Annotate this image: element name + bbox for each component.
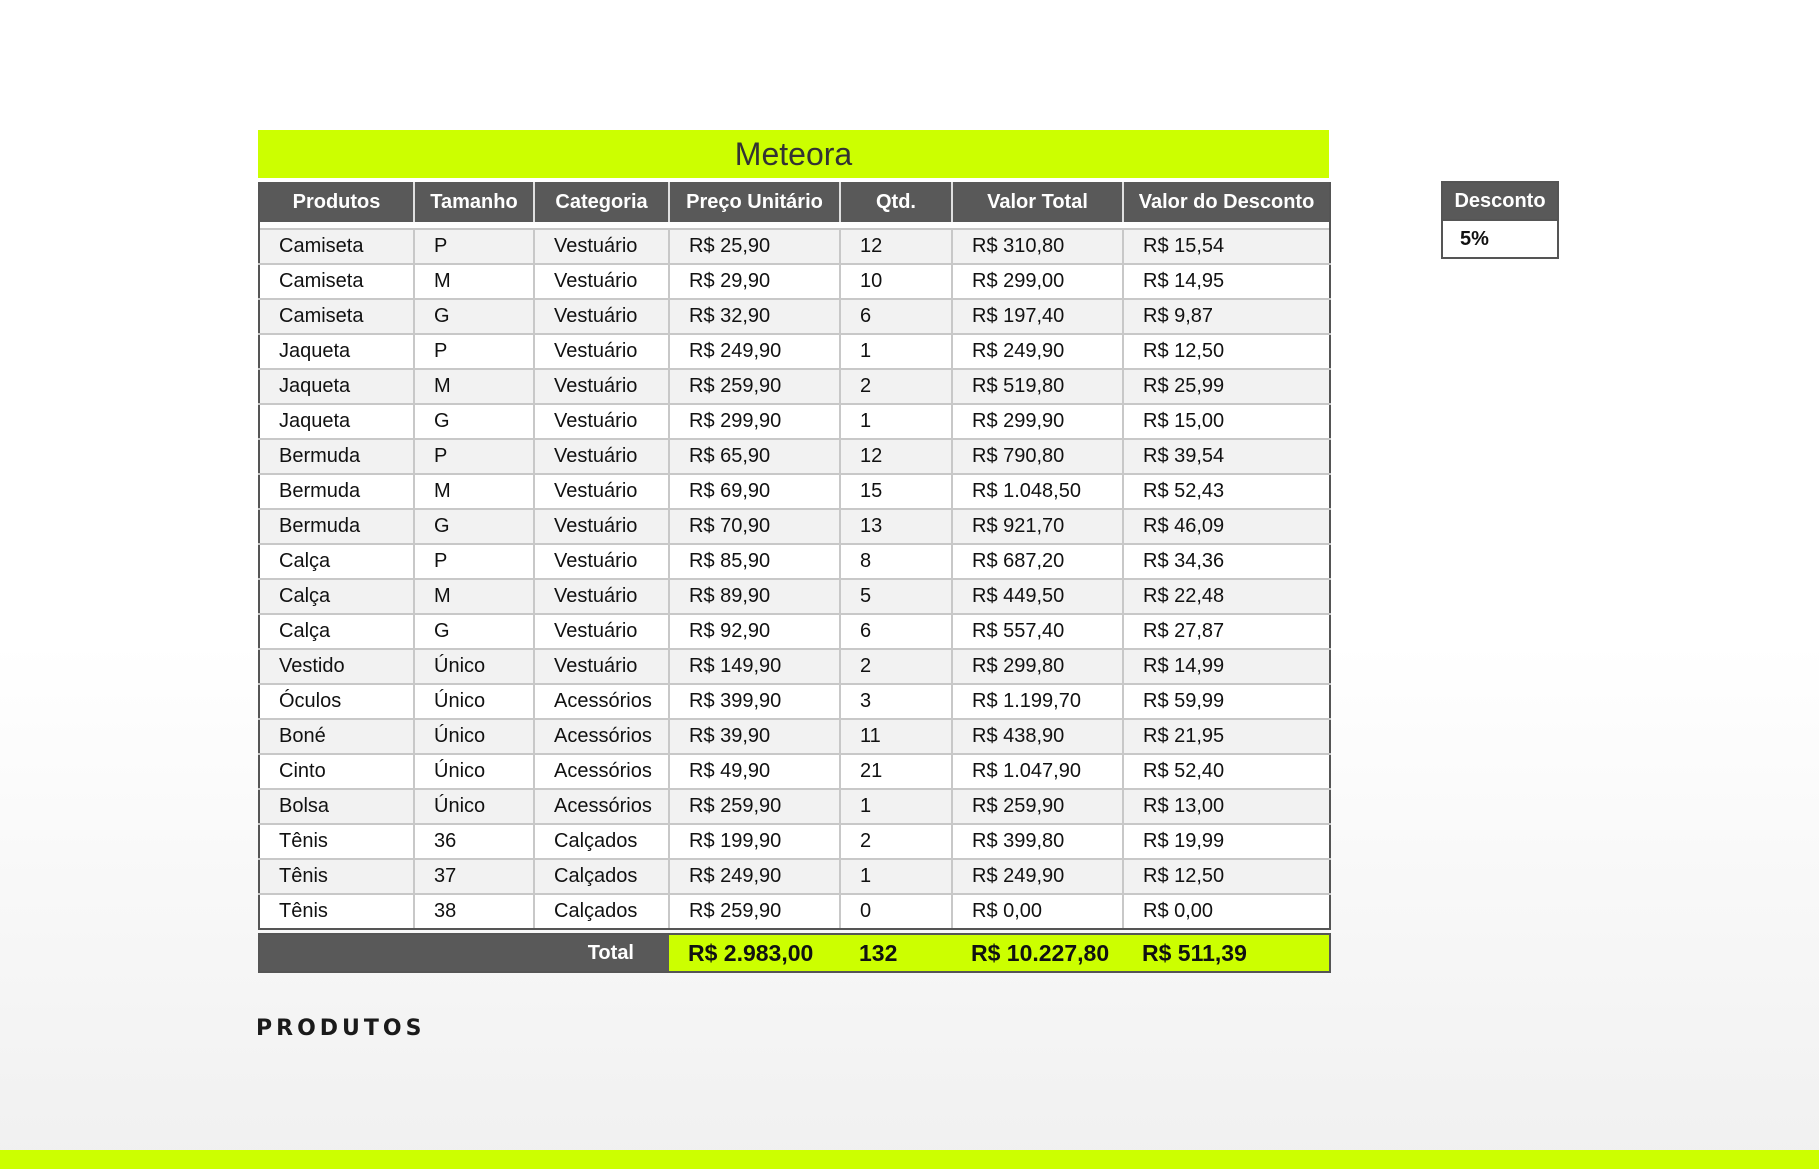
table-row [259, 404, 1330, 439]
cell-valor-desconto[interactable]: R$ 52,40 [1123, 754, 1330, 789]
cell-produto[interactable]: Calça [259, 544, 414, 579]
cell-categoria[interactable]: Vestuário [534, 544, 669, 579]
cell-valor-desconto[interactable]: R$ 14,99 [1123, 649, 1330, 684]
cell-qtd[interactable]: 5 [840, 579, 952, 614]
cell-tamanho[interactable]: M [414, 579, 534, 614]
cell-categoria[interactable]: Vestuário [534, 579, 669, 614]
discount-box [1441, 181, 1559, 259]
spacer-cell [259, 222, 1330, 229]
cell-preco-unitario[interactable]: R$ 299,90 [669, 404, 840, 439]
cell-preco-unitario[interactable]: R$ 259,90 [669, 894, 840, 929]
cell-qtd[interactable]: 12 [840, 229, 952, 264]
cell-preco-unitario[interactable]: R$ 70,90 [669, 509, 840, 544]
cell-categoria[interactable]: Calçados [534, 859, 669, 894]
cell-valor-desconto[interactable]: R$ 19,99 [1123, 824, 1330, 859]
cell-tamanho[interactable]: Único [414, 684, 534, 719]
table-row [259, 579, 1330, 614]
cell-valor-desconto[interactable]: R$ 9,87 [1123, 299, 1330, 334]
cell-categoria[interactable]: Vestuário [534, 439, 669, 474]
cell-categoria[interactable]: Acessórios [534, 719, 669, 754]
cell-categoria[interactable]: Vestuário [534, 614, 669, 649]
table-row [259, 334, 1330, 369]
table-row [259, 299, 1330, 334]
cell-preco-unitario[interactable]: R$ 32,90 [669, 299, 840, 334]
cell-qtd[interactable]: 15 [840, 474, 952, 509]
cell-valor-total[interactable]: R$ 399,80 [952, 824, 1123, 859]
table-row [259, 369, 1330, 404]
cell-tamanho[interactable]: Único [414, 719, 534, 754]
table-row [259, 229, 1330, 264]
total-qty[interactable]: 132 [840, 934, 952, 972]
table-row [259, 439, 1330, 474]
cell-preco-unitario[interactable]: R$ 259,90 [669, 789, 840, 824]
cell-valor-desconto[interactable]: R$ 46,09 [1123, 509, 1330, 544]
cell-valor-desconto[interactable]: R$ 14,95 [1123, 264, 1330, 299]
cell-qtd[interactable]: 1 [840, 404, 952, 439]
cell-categoria[interactable]: Vestuário [534, 334, 669, 369]
cell-produto[interactable]: Camiseta [259, 299, 414, 334]
spreadsheet [258, 130, 1329, 973]
cell-produto[interactable]: Tênis [259, 859, 414, 894]
cell-produto[interactable]: Jaqueta [259, 369, 414, 404]
cell-qtd[interactable]: 1 [840, 789, 952, 824]
cell-preco-unitario[interactable]: R$ 399,90 [669, 684, 840, 719]
cell-valor-total[interactable]: R$ 449,50 [952, 579, 1123, 614]
totals-row [258, 933, 1331, 973]
cell-valor-total[interactable]: R$ 310,80 [952, 229, 1123, 264]
cell-tamanho[interactable]: P [414, 229, 534, 264]
cell-valor-total[interactable]: R$ 687,20 [952, 544, 1123, 579]
cell-valor-desconto[interactable]: R$ 25,99 [1123, 369, 1330, 404]
cell-produto[interactable]: Bermuda [259, 474, 414, 509]
cell-tamanho[interactable]: P [414, 439, 534, 474]
header-valor-total[interactable]: Valor Total [952, 182, 1123, 222]
cell-categoria[interactable]: Vestuário [534, 474, 669, 509]
cell-valor-desconto[interactable]: R$ 21,95 [1123, 719, 1330, 754]
cell-preco-unitario[interactable]: R$ 49,90 [669, 754, 840, 789]
header-produtos[interactable]: Produtos [259, 182, 414, 222]
accent-footer-bar [0, 1150, 1819, 1169]
cell-preco-unitario[interactable]: R$ 69,90 [669, 474, 840, 509]
cell-tamanho[interactable]: Único [414, 789, 534, 824]
cell-categoria[interactable]: Acessórios [534, 684, 669, 719]
cell-qtd[interactable]: 8 [840, 544, 952, 579]
header-qtd[interactable]: Qtd. [840, 182, 952, 222]
cell-valor-desconto[interactable]: R$ 39,54 [1123, 439, 1330, 474]
cell-produto[interactable]: Tênis [259, 824, 414, 859]
cell-tamanho[interactable]: M [414, 264, 534, 299]
cell-valor-total[interactable]: R$ 249,90 [952, 334, 1123, 369]
cell-produto[interactable]: Jaqueta [259, 334, 414, 369]
total-unit-price[interactable]: R$ 2.983,00 [669, 934, 840, 972]
cell-categoria[interactable]: Vestuário [534, 509, 669, 544]
cell-categoria[interactable]: Vestuário [534, 404, 669, 439]
cell-preco-unitario[interactable]: R$ 85,90 [669, 544, 840, 579]
cell-categoria[interactable]: Vestuário [534, 299, 669, 334]
cell-categoria[interactable]: Vestuário [534, 649, 669, 684]
cell-tamanho[interactable]: 37 [414, 859, 534, 894]
cell-valor-total[interactable]: R$ 0,00 [952, 894, 1123, 929]
cell-preco-unitario[interactable]: R$ 39,90 [669, 719, 840, 754]
cell-produto[interactable]: Tênis [259, 894, 414, 929]
cell-qtd[interactable]: 13 [840, 509, 952, 544]
cell-valor-desconto[interactable]: R$ 0,00 [1123, 894, 1330, 929]
table-row [259, 789, 1330, 824]
cell-qtd[interactable]: 1 [840, 859, 952, 894]
cell-categoria[interactable]: Calçados [534, 894, 669, 929]
cell-valor-desconto[interactable]: R$ 59,99 [1123, 684, 1330, 719]
cell-qtd[interactable]: 12 [840, 439, 952, 474]
cell-categoria[interactable]: Vestuário [534, 229, 669, 264]
header-valor-desconto[interactable]: Valor do Desconto [1123, 182, 1330, 222]
cell-valor-total[interactable]: R$ 1.199,70 [952, 684, 1123, 719]
cell-valor-desconto[interactable]: R$ 13,00 [1123, 789, 1330, 824]
cell-tamanho[interactable]: Único [414, 649, 534, 684]
cell-categoria[interactable]: Acessórios [534, 754, 669, 789]
cell-valor-total[interactable]: R$ 921,70 [952, 509, 1123, 544]
cell-valor-total[interactable]: R$ 557,40 [952, 614, 1123, 649]
table-row [259, 614, 1330, 649]
sheet-title: Meteora [258, 130, 1329, 178]
cell-valor-total[interactable]: R$ 197,40 [952, 299, 1123, 334]
cell-preco-unitario[interactable]: R$ 259,90 [669, 369, 840, 404]
section-label: PRODUTOS [256, 1016, 426, 1041]
cell-categoria[interactable]: Vestuário [534, 369, 669, 404]
cell-tamanho[interactable]: G [414, 614, 534, 649]
products-table [258, 182, 1331, 930]
header-row [259, 182, 1330, 222]
table-row [259, 859, 1330, 894]
cell-valor-total[interactable]: R$ 299,00 [952, 264, 1123, 299]
cell-valor-total[interactable]: R$ 299,90 [952, 404, 1123, 439]
cell-produto[interactable]: Boné [259, 719, 414, 754]
cell-preco-unitario[interactable]: R$ 65,90 [669, 439, 840, 474]
cell-qtd[interactable]: 3 [840, 684, 952, 719]
cell-produto[interactable]: Bolsa [259, 789, 414, 824]
cell-preco-unitario[interactable]: R$ 149,90 [669, 649, 840, 684]
cell-categoria[interactable]: Acessórios [534, 789, 669, 824]
discount-header: Desconto [1441, 181, 1559, 221]
cell-tamanho[interactable]: G [414, 509, 534, 544]
cell-tamanho[interactable]: M [414, 369, 534, 404]
cell-qtd[interactable]: 1 [840, 334, 952, 369]
cell-qtd[interactable]: 2 [840, 824, 952, 859]
cell-produto[interactable]: Calça [259, 579, 414, 614]
cell-qtd[interactable]: 6 [840, 614, 952, 649]
cell-produto[interactable]: Camiseta [259, 229, 414, 264]
cell-valor-total[interactable]: R$ 259,90 [952, 789, 1123, 824]
discount-input[interactable]: 5% [1441, 221, 1559, 259]
cell-tamanho[interactable]: G [414, 404, 534, 439]
cell-produto[interactable]: Calça [259, 614, 414, 649]
cell-categoria[interactable]: Vestuário [534, 264, 669, 299]
table-row [259, 684, 1330, 719]
cell-tamanho[interactable]: G [414, 299, 534, 334]
table-row [259, 824, 1330, 859]
cell-valor-total[interactable]: R$ 249,90 [952, 859, 1123, 894]
cell-preco-unitario[interactable]: R$ 29,90 [669, 264, 840, 299]
cell-valor-desconto[interactable]: R$ 27,87 [1123, 614, 1330, 649]
table-row [259, 264, 1330, 299]
cell-valor-total[interactable]: R$ 1.047,90 [952, 754, 1123, 789]
table-row [259, 544, 1330, 579]
cell-preco-unitario[interactable]: R$ 92,90 [669, 614, 840, 649]
spacer-row [259, 222, 1330, 229]
cell-preco-unitario[interactable]: R$ 249,90 [669, 334, 840, 369]
cell-tamanho[interactable]: 38 [414, 894, 534, 929]
total-value[interactable]: R$ 10.227,80 [952, 934, 1123, 972]
cell-categoria[interactable]: Calçados [534, 824, 669, 859]
cell-produto[interactable]: Jaqueta [259, 404, 414, 439]
table-row [259, 754, 1330, 789]
cell-valor-desconto[interactable]: R$ 15,00 [1123, 404, 1330, 439]
cell-qtd[interactable]: 21 [840, 754, 952, 789]
cell-produto[interactable]: Vestido [259, 649, 414, 684]
total-discount[interactable]: R$ 511,39 [1123, 934, 1330, 972]
header-tamanho[interactable]: Tamanho [414, 182, 534, 222]
cell-valor-total[interactable]: R$ 1.048,50 [952, 474, 1123, 509]
cell-produto[interactable]: Bermuda [259, 509, 414, 544]
cell-tamanho[interactable]: Único [414, 754, 534, 789]
cell-qtd[interactable]: 0 [840, 894, 952, 929]
total-label: Total [259, 934, 669, 972]
cell-produto[interactable]: Cinto [259, 754, 414, 789]
cell-preco-unitario[interactable]: R$ 89,90 [669, 579, 840, 614]
cell-produto[interactable]: Óculos [259, 684, 414, 719]
cell-tamanho[interactable]: M [414, 474, 534, 509]
table-row [259, 894, 1330, 929]
header-preco-unitario[interactable]: Preço Unitário [669, 182, 840, 222]
header-categoria[interactable]: Categoria [534, 182, 669, 222]
cell-valor-desconto[interactable]: R$ 52,43 [1123, 474, 1330, 509]
cell-valor-desconto[interactable]: R$ 12,50 [1123, 859, 1330, 894]
cell-valor-total[interactable]: R$ 790,80 [952, 439, 1123, 474]
cell-valor-desconto[interactable]: R$ 34,36 [1123, 544, 1330, 579]
cell-qtd[interactable]: 2 [840, 369, 952, 404]
cell-tamanho[interactable]: P [414, 544, 534, 579]
table-row [259, 509, 1330, 544]
cell-qtd[interactable]: 11 [840, 719, 952, 754]
cell-valor-desconto[interactable]: R$ 15,54 [1123, 229, 1330, 264]
cell-valor-desconto[interactable]: R$ 12,50 [1123, 334, 1330, 369]
cell-valor-desconto[interactable]: R$ 22,48 [1123, 579, 1330, 614]
cell-preco-unitario[interactable]: R$ 199,90 [669, 824, 840, 859]
cell-valor-total[interactable]: R$ 299,80 [952, 649, 1123, 684]
table-row [259, 649, 1330, 684]
cell-preco-unitario[interactable]: R$ 249,90 [669, 859, 840, 894]
cell-produto[interactable]: Camiseta [259, 264, 414, 299]
cell-tamanho[interactable]: P [414, 334, 534, 369]
cell-qtd[interactable]: 10 [840, 264, 952, 299]
table-row [259, 719, 1330, 754]
cell-qtd[interactable]: 6 [840, 299, 952, 334]
cell-preco-unitario[interactable]: R$ 25,90 [669, 229, 840, 264]
cell-valor-total[interactable]: R$ 519,80 [952, 369, 1123, 404]
cell-valor-total[interactable]: R$ 438,90 [952, 719, 1123, 754]
table-row [259, 474, 1330, 509]
cell-tamanho[interactable]: 36 [414, 824, 534, 859]
cell-qtd[interactable]: 2 [840, 649, 952, 684]
cell-produto[interactable]: Bermuda [259, 439, 414, 474]
